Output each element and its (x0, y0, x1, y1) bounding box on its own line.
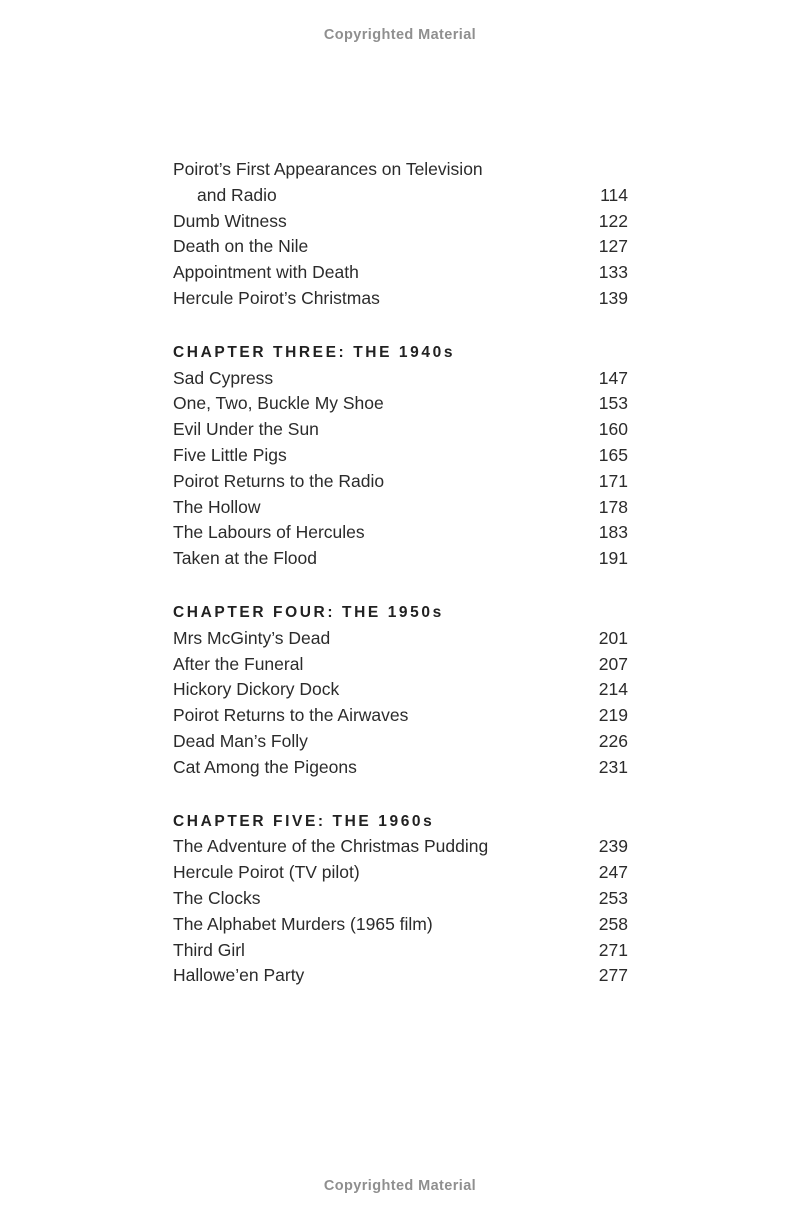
toc-entry-title: Hercule Poirot (TV pilot) (173, 862, 360, 883)
toc-entry-page: 207 (598, 653, 628, 674)
toc-row (173, 703, 628, 729)
toc-entry-page: 122 (598, 210, 628, 231)
toc-entry-page: 219 (598, 705, 628, 726)
toc-row (173, 886, 628, 912)
toc-row (173, 234, 628, 260)
toc-entry-page: 153 (598, 393, 628, 414)
toc-section (173, 809, 628, 990)
toc-entry-title: Dumb Witness (173, 210, 287, 231)
toc-entry-page: 214 (598, 679, 628, 700)
toc-row (173, 652, 628, 678)
toc-row (173, 157, 628, 183)
copyright-notice-bottom: Copyrighted Material (323, 1178, 477, 1194)
toc-row (173, 209, 628, 235)
toc-entry-page: 226 (598, 730, 628, 751)
toc-entry-page: 147 (598, 367, 628, 388)
toc-entry-page: 258 (598, 913, 628, 934)
toc-entry-title: Cat Among the Pigeons (173, 756, 357, 777)
toc-entry-title: Hallowe’en Party (173, 965, 305, 986)
toc-entry-title: Hickory Dickory Dock (173, 679, 340, 700)
chapter-heading: CHAPTER FIVE: THE 1960s (173, 812, 435, 830)
toc-row (173, 443, 628, 469)
toc-section (173, 157, 628, 312)
toc-row (173, 366, 628, 392)
toc-entry-title: Five Little Pigs (173, 444, 287, 465)
toc-row (173, 469, 628, 495)
toc-entry-title: One, Two, Buckle My Shoe (173, 393, 384, 414)
toc-entry-title: Appointment with Death (173, 262, 359, 283)
toc-entry-page: 201 (598, 627, 628, 648)
toc-entry-page: 127 (598, 236, 628, 257)
toc-row (173, 626, 628, 652)
toc-row (173, 860, 628, 886)
toc-row (173, 260, 628, 286)
toc-entry-page: 239 (598, 836, 628, 857)
toc-row (173, 183, 628, 209)
toc-entry-title: Dead Man’s Folly (173, 730, 308, 751)
toc-row (173, 834, 628, 860)
toc-entry-title: Death on the Nile (173, 236, 309, 257)
toc-entry-title: Poirot Returns to the Radio (173, 470, 385, 491)
toc-entry-page: 191 (598, 548, 628, 569)
toc-entry-page: 114 (600, 184, 628, 205)
toc-row (173, 938, 628, 964)
toc-entry-title: The Hollow (173, 496, 261, 517)
toc-entry-page: 139 (598, 287, 628, 308)
toc-row (173, 495, 628, 521)
chapter-heading: CHAPTER THREE: THE 1940s (173, 343, 456, 361)
toc-entry-title: Mrs McGinty’s Dead (173, 627, 331, 648)
toc-section (173, 340, 628, 572)
toc-entry-title: Third Girl (173, 939, 245, 960)
toc-entry-page: 171 (598, 470, 628, 491)
toc-entry-title: The Alphabet Murders (1965 film) (173, 913, 433, 934)
toc-row (173, 391, 628, 417)
table-of-contents (173, 157, 628, 989)
toc-entry-page: 253 (598, 887, 628, 908)
toc-row (173, 729, 628, 755)
toc-row (173, 677, 628, 703)
copyright-notice-top: Copyrighted Material (323, 27, 477, 43)
toc-row (173, 520, 628, 546)
chapter-heading: CHAPTER FOUR: THE 1950s (173, 603, 444, 621)
toc-entry-title: Poirot’s First Appearances on Television (173, 159, 483, 179)
toc-row (173, 912, 628, 938)
toc-entry-title: The Clocks (173, 887, 261, 908)
toc-entry-title: Hercule Poirot’s Christmas (173, 287, 380, 308)
toc-entry-page: 165 (598, 444, 628, 465)
toc-entry-page: 271 (598, 939, 628, 960)
toc-entry-title: After the Funeral (173, 653, 304, 674)
toc-entry-page: 277 (598, 965, 628, 986)
toc-row (173, 755, 628, 781)
toc-entry-page: 178 (598, 496, 628, 517)
toc-entry-page: 231 (598, 756, 628, 777)
toc-entry-page: 247 (598, 862, 628, 883)
toc-row (173, 417, 628, 443)
toc-entry-page: 133 (598, 262, 628, 283)
toc-row (173, 963, 628, 989)
toc-section (173, 600, 628, 781)
toc-entry-title: Poirot Returns to the Airwaves (173, 705, 409, 726)
toc-entry-title: The Adventure of the Christmas Pudding (173, 836, 489, 857)
toc-entry-page: 160 (598, 419, 628, 440)
toc-row (173, 286, 628, 312)
toc-entry-title: Taken at the Flood (173, 548, 317, 569)
toc-row (173, 546, 628, 572)
toc-entry-title: and Radio (197, 184, 277, 205)
toc-entry-page: 183 (598, 522, 628, 543)
toc-entry-title: Sad Cypress (173, 367, 274, 388)
toc-entry-title: Evil Under the Sun (173, 419, 319, 440)
toc-entry-title: The Labours of Hercules (173, 522, 365, 543)
